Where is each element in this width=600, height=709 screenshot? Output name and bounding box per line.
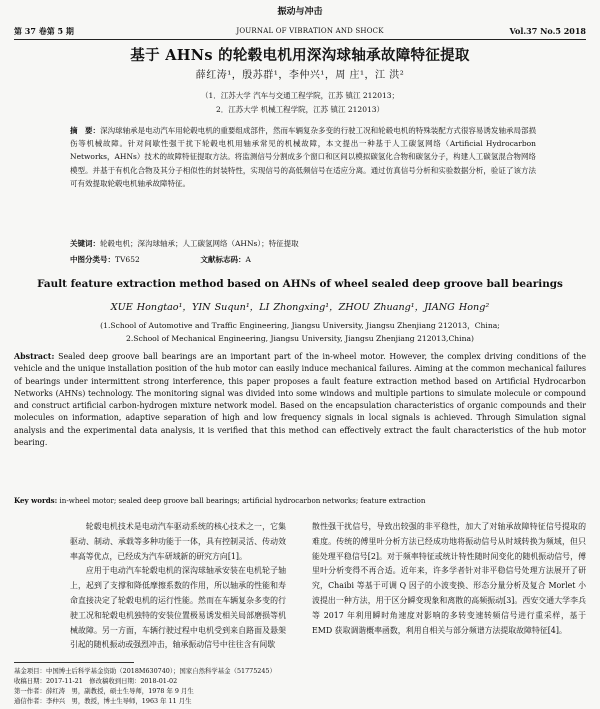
english-keywords: [14, 496, 425, 505]
chinese-affiliation-2: 2．江苏大学 机械工程学院，江苏 镇江 212013）: [215, 105, 385, 114]
volume-issue-cn: 第 37 卷第 5 期: [14, 26, 74, 36]
chinese-authors: 薛红涛¹，殷苏群¹，李仲兴¹，周 庄¹，江 洪²: [195, 70, 405, 81]
english-abstract-text: Sealed deep groove ball bearings are an important part of the in-wheel motor. However, the complex driving conditions of the vehicle and the unique installation position of the hub motor can easily induce mechanical failures. Aiming at the common mechanical failures of bearings under intermittent strong interference, this paper proposes a fault feature extraction method based on Artificial Hydrocarbon Networks (AHNs) technology. The monitoring signal was divided into some windows and multiple partions to simulate molecule or compound and construct artificial carbon-hydrogen mixture network model. Based on the encapsulation characteristics of organic compounds and their molecules on information, adaptive separation of high and low frequency signals in local signals is achieved. Through Simulation signal analysis and the experimental data analysis, it is verified that this method can effectively extract the fault characteristics of the hub motor bearing.: [14, 352, 586, 448]
chinese-keywords-text: 轮毂电机；深沟球轴承；人工碳氢网络（AHNs）；特征提取: [100, 239, 299, 248]
clc-value: TV652: [115, 255, 140, 264]
journal-title-top: 振动与冲击: [277, 7, 323, 17]
chinese-keywords-label: 关键词：: [70, 239, 100, 248]
english-title: Fault feature extraction method based on AHNs of wheel sealed deep groove ball bearings: [37, 278, 563, 290]
doc-code-value: A: [245, 255, 251, 264]
footnote-fund: 基金项目：中国博士后科学基金资助（2018M630740）；国家自然科学基金（51775245）: [14, 667, 276, 675]
footnote-corresponding-author: 通信作者：李仲兴 男，教授，博士生导师，1963 年 11 月生: [14, 697, 192, 705]
body-paragraph: 轮毂电机技术是电动汽车驱动系统的核心技术之一，它集驱动、制动、承载等多种功能于一体，具有控制灵活、传动效率高等优点，已经成为汽车研域新的研究方向[1]。: [70, 522, 286, 561]
body-paragraph: 散性强干扰信号，导致出较强的非平稳性，加大了对轴承故障特征信号提取的难度。传统的傅里叶分析方法已经成功地将振动信号从时域转换为频域，但只能处理平稳信号[2]。对于频率特征或统计特性随时间变化的随机振动信号，傅里叶分析变得不再合适。近年来，许多学者针对非平稳信号处理方法展开了研究，Chaibi 等基于可调 Q 因子的小波变换、形态分量分析及复合 Morlet 小波提出一种方法，用于区分瞬变现象和离散的高频振动[3]。西安交通大学李兵等 2017 年利用瞬时角速度对影响的多转变速转频信号进行重采样，基于 EMD 获取调谐概率函数，利用自相关与部分频谱方法提取故障特征[4]。: [312, 522, 586, 635]
journal-name-en: JOURNAL OF VIBRATION AND SHOCK: [236, 27, 384, 35]
classification-line: [70, 254, 251, 265]
volume-issue-en: Vol.37 No.5 2018: [509, 26, 586, 36]
clc-label: 中图分类号：: [70, 255, 115, 264]
chinese-abstract: [70, 124, 536, 190]
footnote-first-author: 第一作者：薛红涛 男，副教授，硕士生导师，1978 年 9 月生: [14, 687, 194, 695]
footnote-rule: [14, 662, 134, 663]
english-abstract: [14, 351, 586, 449]
english-keywords-label: Key words:: [14, 496, 58, 505]
body-left-column: [70, 520, 286, 653]
doc-code-label: 文献标志码：: [200, 255, 246, 264]
body-paragraph: 应用于电动汽车轮毂电机的深沟球轴承安装在电机轮子轴上，起到了支撑和降低摩擦系数的作用，所以轴承的性能和寿命直接决定了轮毂电机的运行性能。然而在车辆复杂多变的行驶工况和轮毂电机独特的安装位置极易诱发相关局部磨损等机械故障。另一方面，车辆行驶过程中电机受到来自路面及悬架引起的随机振动或强烈冲击，轴承振动信号中往往含有间歇: [70, 566, 286, 650]
chinese-affiliation-1: （1．江苏大学 汽车与交通工程学院，江苏 镇江 212013；: [200, 91, 400, 100]
chinese-abstract-text: 深沟球轴承是电动汽车用轮毂电机的重要组成部件，然而车辆复杂多变的行驶工况和轮毂电机的特殊装配方式很容易诱发轴承局部损伤等机械故障。针对间歇性强干扰下轮毂电机用轴承常见的机械故障，本文提出一种基于人工碳氢网络（Artificial Hydrocarbon Networks，AHNs）技术的故障特征提取方法。将监测信号分割成多个窗口和区间以模拟碳氢化合物和碳氢分子，构建人工碳氢混合物网络模型。并基于有机化合物及其分子相似性的封装特性，实现信号的高低频信号在适应分离。通过仿真信号分析和实验数据分析，验证了该方法可有效提取轮毂电机轴承故障特征。: [70, 126, 537, 188]
chinese-abstract-label: 摘 要：: [70, 126, 101, 135]
english-authors: XUE Hongtao¹，YIN Suqun¹，LI Zhongxing¹，ZHOU Zhuang¹，JIANG Hong²: [110, 302, 490, 313]
chinese-keywords: [70, 238, 299, 249]
chinese-title: 基于 AHNs 的轮毂电机用深沟球轴承故障特征提取: [130, 47, 470, 64]
english-affiliation-2: 2.School of Mechanical Engineering, Jiangsu University, Jiangsu Zhenjiang 212013,China): [126, 334, 474, 343]
english-keywords-text: in-wheel motor; sealed deep groove ball bearings; artificial hydrocarbon networks; feature extraction: [59, 496, 426, 505]
english-abstract-label: Abstract:: [14, 352, 55, 361]
header-rule: [14, 39, 586, 40]
body-right-column: [312, 520, 586, 638]
english-affiliation-1: (1.School of Automotive and Traffic Engineering, Jiangsu University, Jiangsu Zhenjiang 212013，China;: [100, 321, 500, 330]
footnote-received: 收稿日期：2017-11-21 修改稿收到日期：2018-01-02: [14, 677, 178, 685]
